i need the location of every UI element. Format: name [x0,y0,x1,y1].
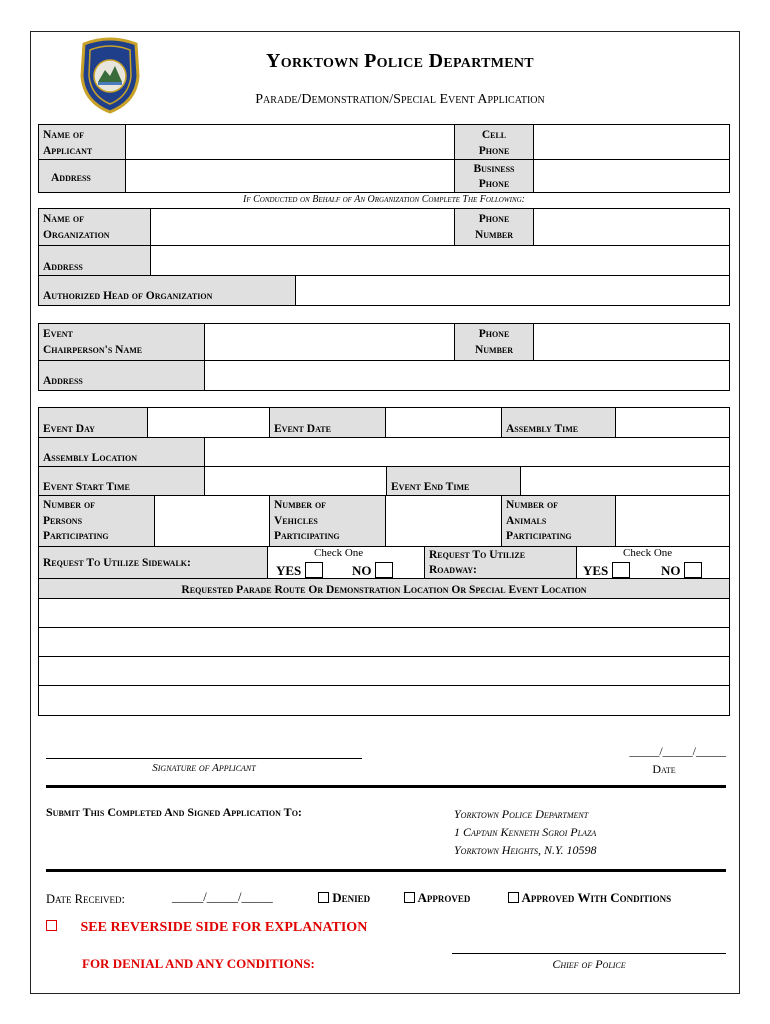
signature-date-blank[interactable]: _____/_____/_____ [629,744,726,758]
assembly-time-field[interactable] [615,407,730,438]
organization-name-label-line1: Name of [43,213,84,225]
date-received-blank[interactable]: _____/_____/_____ [172,890,273,904]
date-received-label: Date Received: [46,892,125,906]
cell-phone-label-line2: Phone [478,145,510,157]
event-date-field[interactable] [385,407,502,438]
denied-option[interactable] [318,890,370,906]
sidewalk-yes-checkbox[interactable] [305,562,323,578]
denied-label: Denied [332,890,371,905]
chairperson-address-label: Address [38,360,205,391]
reverse-side-note [46,920,367,936]
organization-note: If Conducted on Behalf of An Organization Complete The Following: [242,194,525,205]
chief-signature-line[interactable] [452,953,726,954]
chairperson-address-field[interactable] [204,360,730,391]
approved-conditions-option[interactable] [508,890,671,906]
denied-checkbox[interactable] [318,892,329,903]
submit-address-line2: 1 Captain Kenneth Sgroi Plaza [454,825,597,839]
roadway-label-line2: Roadway: [429,564,477,576]
sidewalk-yes-label: YES [276,563,302,578]
approved-conditions-label: Approved With Conditions [521,890,672,905]
applicant-name-label-line1: Name of [43,129,84,141]
roadway-no-checkbox[interactable] [684,562,702,578]
organization-name-label-line2: Organization [43,229,110,241]
applicant-address-field[interactable] [125,159,455,193]
animals-participating-label [501,495,616,547]
chairperson-phone-label-line2: Number [474,344,514,356]
roadway-yes-checkbox[interactable] [612,562,630,578]
business-phone-label [454,159,534,193]
organization-phone-field[interactable] [533,208,730,246]
approved-option[interactable] [404,890,470,906]
roadway-no-label: NO [661,563,681,578]
route-header: Requested Parade Route Or Demonstration Location Or Special Event Location [38,578,730,599]
event-end-time-label: Event End Time [386,466,521,496]
event-day-label: Event Day [38,407,148,438]
approved-label: Approved [417,890,471,905]
persons-label-line2: Persons [43,514,83,527]
reverse-side-checkbox[interactable] [46,920,57,931]
chairperson-phone-field[interactable] [533,323,730,361]
roadway-check-one: Check One [623,547,673,559]
chairperson-name-field[interactable] [204,323,455,361]
organization-phone-label-line2: Number [474,229,514,241]
sidewalk-no-label: NO [352,563,372,578]
business-phone-field[interactable] [533,159,730,193]
cell-phone-field[interactable] [533,124,730,160]
event-date-label: Event Date [269,407,386,438]
route-line-4[interactable] [38,685,730,716]
chairperson-name-label-line1: Event [43,328,73,340]
vehicles-participating-field[interactable] [385,495,502,547]
route-line-2[interactable] [38,627,730,657]
assembly-location-label: Assembly Location [38,437,205,467]
persons-participating-field[interactable] [154,495,270,547]
business-phone-label-line2: Phone [478,178,510,190]
sidewalk-yes-option[interactable] [276,562,323,579]
chairperson-name-label-line2: Chairperson's Name [43,344,143,356]
event-start-time-label: Event Start Time [38,466,205,496]
organization-address-field[interactable] [150,245,730,276]
organization-phone-label-line1: Phone [478,213,510,225]
divider-top [46,785,726,788]
chairperson-name-label [38,323,205,361]
applicant-name-field[interactable] [125,124,455,160]
animals-label-line2: Animals [506,514,547,527]
animals-participating-field[interactable] [615,495,730,547]
denial-conditions-note: FOR DENIAL AND ANY CONDITIONS: [82,956,315,971]
sidewalk-options [267,546,425,579]
event-day-field[interactable] [147,407,270,438]
chief-of-police-label: Chief of Police [552,957,626,971]
roadway-yes-option[interactable] [583,562,630,579]
organization-name-label [38,208,151,246]
page-title: Yorktown Police Department [266,50,534,72]
divider-bottom [46,869,726,872]
vehicles-label-line2: Vehicles [274,514,318,527]
route-line-1[interactable] [38,598,730,628]
persons-label-line1: Number of [43,499,96,511]
persons-label-line3: Participating [43,530,109,542]
authorized-head-field[interactable] [295,275,730,306]
assembly-location-field[interactable] [204,437,730,467]
roadway-label-line1: Request To Utilize [429,549,526,561]
page-subtitle: Parade/Demonstration/Special Event Application [255,92,545,107]
vehicles-label-line1: Number of [274,499,327,511]
roadway-yes-label: YES [583,563,609,578]
applicant-name-label [38,124,126,160]
vehicles-label-line3: Participating [274,530,340,542]
assembly-time-label: Assembly Time [501,407,616,438]
event-end-time-field[interactable] [520,466,730,496]
organization-address-label: Address [38,245,151,276]
roadway-request-label [424,546,577,579]
submit-address-line3: Yorktown Heights, N.Y. 10598 [454,843,597,857]
applicant-name-label-line2: Applicant [43,145,93,157]
submit-label: Submit This Completed And Signed Application To: [46,805,302,819]
roadway-no-option[interactable] [661,562,702,579]
signature-date-label: Date [652,762,676,776]
organization-phone-label [454,208,534,246]
cell-phone-label [454,124,534,160]
persons-participating-label [38,495,155,547]
sidewalk-check-one: Check One [314,547,364,559]
event-start-time-field[interactable] [204,466,387,496]
business-phone-label-line1: Business [473,163,515,175]
sidewalk-no-checkbox[interactable] [375,562,393,578]
sidewalk-no-option[interactable] [352,562,393,579]
applicant-signature-label: Signature of Applicant [152,762,256,774]
cell-phone-label-line1: Cell [481,129,507,141]
chairperson-phone-label [454,323,534,361]
authorized-head-label: Authorized Head of Organization [38,275,296,306]
applicant-signature-line[interactable] [46,758,362,759]
applicant-address-label: Address [38,159,126,193]
approved-conditions-checkbox[interactable] [508,892,519,903]
submit-address-line1: Yorktown Police Department [454,807,589,821]
route-line-3[interactable] [38,656,730,686]
chairperson-phone-label-line1: Phone [478,328,510,340]
sidewalk-request-label: Request To Utilize Sidewalk: [38,546,268,579]
animals-label-line1: Number of [506,499,559,511]
approved-checkbox[interactable] [404,892,415,903]
submit-address [454,805,597,859]
reverse-side-text: SEE REVERSIDE SIDE FOR EXPLANATION [80,920,368,935]
roadway-options [576,546,730,579]
vehicles-participating-label [269,495,386,547]
organization-name-field[interactable] [150,208,455,246]
animals-label-line3: Participating [506,530,572,542]
